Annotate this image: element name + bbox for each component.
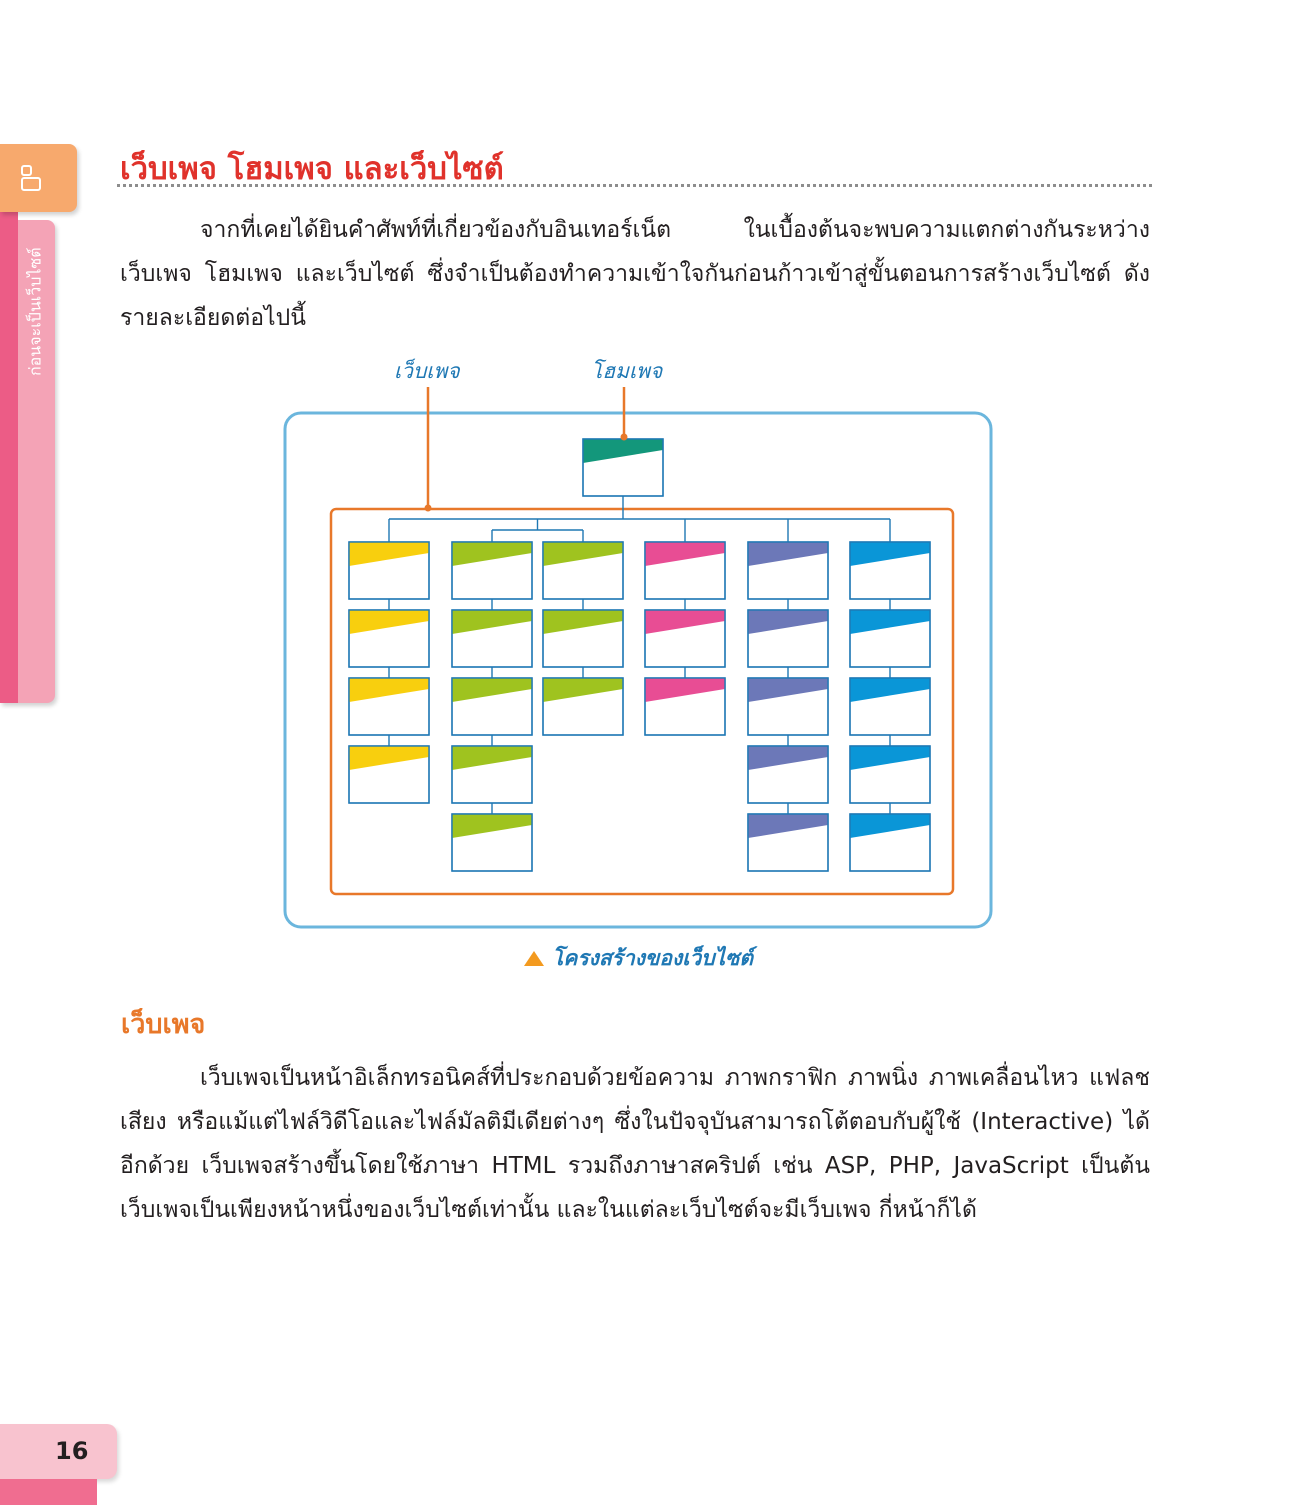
webpage-box-header	[850, 814, 930, 838]
webpage-box-outline	[452, 746, 532, 803]
webpage-box-outline	[850, 542, 930, 599]
webpage-box-header	[748, 814, 828, 838]
webpage-box	[850, 542, 930, 599]
webpage-box-header	[349, 610, 429, 634]
triangle-icon	[524, 951, 544, 966]
webpage-box-header	[349, 746, 429, 770]
webpage-box-header	[850, 610, 930, 634]
webpage-box-header	[748, 678, 828, 702]
webpage-box-header	[850, 678, 930, 702]
webpage-box-outline	[452, 814, 532, 871]
webpage-box	[748, 542, 828, 599]
webpage-box-header	[748, 746, 828, 770]
title-divider	[117, 184, 1152, 187]
webpage-box-outline	[645, 610, 725, 667]
webpage-box	[452, 610, 532, 667]
webpage-box	[850, 814, 930, 871]
webpage-box-outline	[349, 678, 429, 735]
webpage-box-outline	[748, 678, 828, 735]
webpage-box-header	[645, 678, 725, 702]
homepage-box-header	[583, 439, 663, 463]
webpage-box	[850, 610, 930, 667]
diagram-caption-text: โครงสร้างของเว็บไซต์	[552, 946, 753, 970]
webpage-box	[543, 542, 623, 599]
homepage-box	[583, 439, 663, 496]
webpage-box	[748, 746, 828, 803]
webpage-box	[543, 610, 623, 667]
webpage-box-outline	[850, 814, 930, 871]
webpage-box	[850, 746, 930, 803]
webpage-box	[349, 678, 429, 735]
webpage-box-header	[645, 610, 725, 634]
webpage-box-outline	[349, 610, 429, 667]
webpage-box-outline	[850, 746, 930, 803]
webpage-box-outline	[748, 542, 828, 599]
webpage-box-header	[452, 746, 532, 770]
webpage-box	[645, 610, 725, 667]
webpage-box-outline	[850, 610, 930, 667]
webpage-box	[452, 542, 532, 599]
webpage-box-outline	[349, 746, 429, 803]
webpage-box	[748, 814, 828, 871]
webpage-box-header	[850, 746, 930, 770]
webpage-box-header	[748, 542, 828, 566]
section-title: เว็บเพจ โฮมเพจ และเว็บไซต์	[120, 151, 504, 187]
homepage-pointer-dot	[621, 434, 628, 441]
webpage-box	[452, 746, 532, 803]
page-number-strip	[0, 1479, 97, 1505]
webpage-box-header	[452, 610, 532, 634]
webpages-border	[331, 509, 953, 894]
webpage-box	[543, 678, 623, 735]
webpage-box	[452, 678, 532, 735]
webpage-box-header	[349, 542, 429, 566]
webpage-box-outline	[748, 814, 828, 871]
webpage-box-outline	[645, 542, 725, 599]
webpage-box-outline	[850, 678, 930, 735]
webpage-box-header	[543, 542, 623, 566]
diagram-label-webpage: เว็บเพจ	[394, 359, 460, 383]
webpage-box-header	[452, 814, 532, 838]
webpage-box	[452, 814, 532, 871]
side-tab-stripe	[0, 144, 18, 703]
webpage-box-outline	[748, 746, 828, 803]
webpage-box-outline	[645, 678, 725, 735]
diagram-caption	[524, 942, 753, 975]
webpage-box	[748, 678, 828, 735]
webpage-box-outline	[748, 610, 828, 667]
website-border	[285, 413, 991, 927]
webpage-box-header	[850, 542, 930, 566]
diagram-label-homepage: โฮมเพจ	[591, 359, 663, 383]
webpage-box-header	[452, 678, 532, 702]
page-number: 16	[55, 1437, 89, 1465]
webpage-box-outline	[452, 610, 532, 667]
webpage-box	[349, 746, 429, 803]
webpage-box-header	[748, 610, 828, 634]
webpage-box	[645, 678, 725, 735]
intro-paragraph: จากที่เคยได้ยินคำศัพท์ที่เกี่ยวข้องกับอินเทอร์เน็ต ในเบื้องต้นจะพบความแตกต่างกันระหว่าง เว็บเพจ โฮมเพจ และเว็บไซต์ ซึ่งจำเป็นต้องทำความเข้าใจกันก่อนก้าวเข้าสู่ขั้นตอนการสร้างเว็บไซต์ ดังรายละเอียดต่อไปนี้	[120, 217, 1150, 331]
webpage-box	[349, 542, 429, 599]
webpage-box-outline	[543, 610, 623, 667]
webpage-box-outline	[452, 542, 532, 599]
webpage-box-outline	[543, 678, 623, 735]
webpage-paragraph: เว็บเพจเป็นหน้าอิเล็กทรอนิคส์ที่ประกอบด้วยข้อความ ภาพกราฟิก ภาพนิ่ง ภาพเคลื่อนไหว แฟลช เสียง หรือแม้แต่ไฟล์วิดีโอและไฟล์มัลติมีเดียต่างๆ ซึ่งในปัจจุบันสามารถโต้ตอบกับผู้ใช้ (Interactive) ได้อีกด้วย เว็บเพจสร้างขึ้นโดยใช้ภาษา HTML รวมถึงภาษาสคริปต์ เช่น ASP, PHP, JavaScript เป็นต้น เว็บเพจเป็นเพียงหน้าหนึ่งของเว็บไซต์เท่านั้น และในแต่ละเว็บไซต์จะมีเว็บเพจ กี่หน้าก็ได้	[120, 1065, 1150, 1223]
webpage-box-outline	[452, 678, 532, 735]
webpage-box	[850, 678, 930, 735]
webpage-box-header	[645, 542, 725, 566]
webpage-box-header	[543, 678, 623, 702]
webpage-box	[349, 610, 429, 667]
webpage-box	[645, 542, 725, 599]
webpage-box-outline	[543, 542, 623, 599]
homepage-box-outline	[583, 439, 663, 496]
webpage-box-header	[452, 542, 532, 566]
chapter-icon	[20, 164, 42, 192]
webpage-box-outline	[349, 542, 429, 599]
side-tab-label: ก่อนจะเป็นเว็บไซต์	[25, 247, 45, 376]
webpage-pointer-dot	[425, 505, 432, 512]
webpage-box	[748, 610, 828, 667]
webpage-box-header	[543, 610, 623, 634]
webpage-heading: เว็บเพจ	[121, 1009, 206, 1040]
webpage-box-header	[349, 678, 429, 702]
